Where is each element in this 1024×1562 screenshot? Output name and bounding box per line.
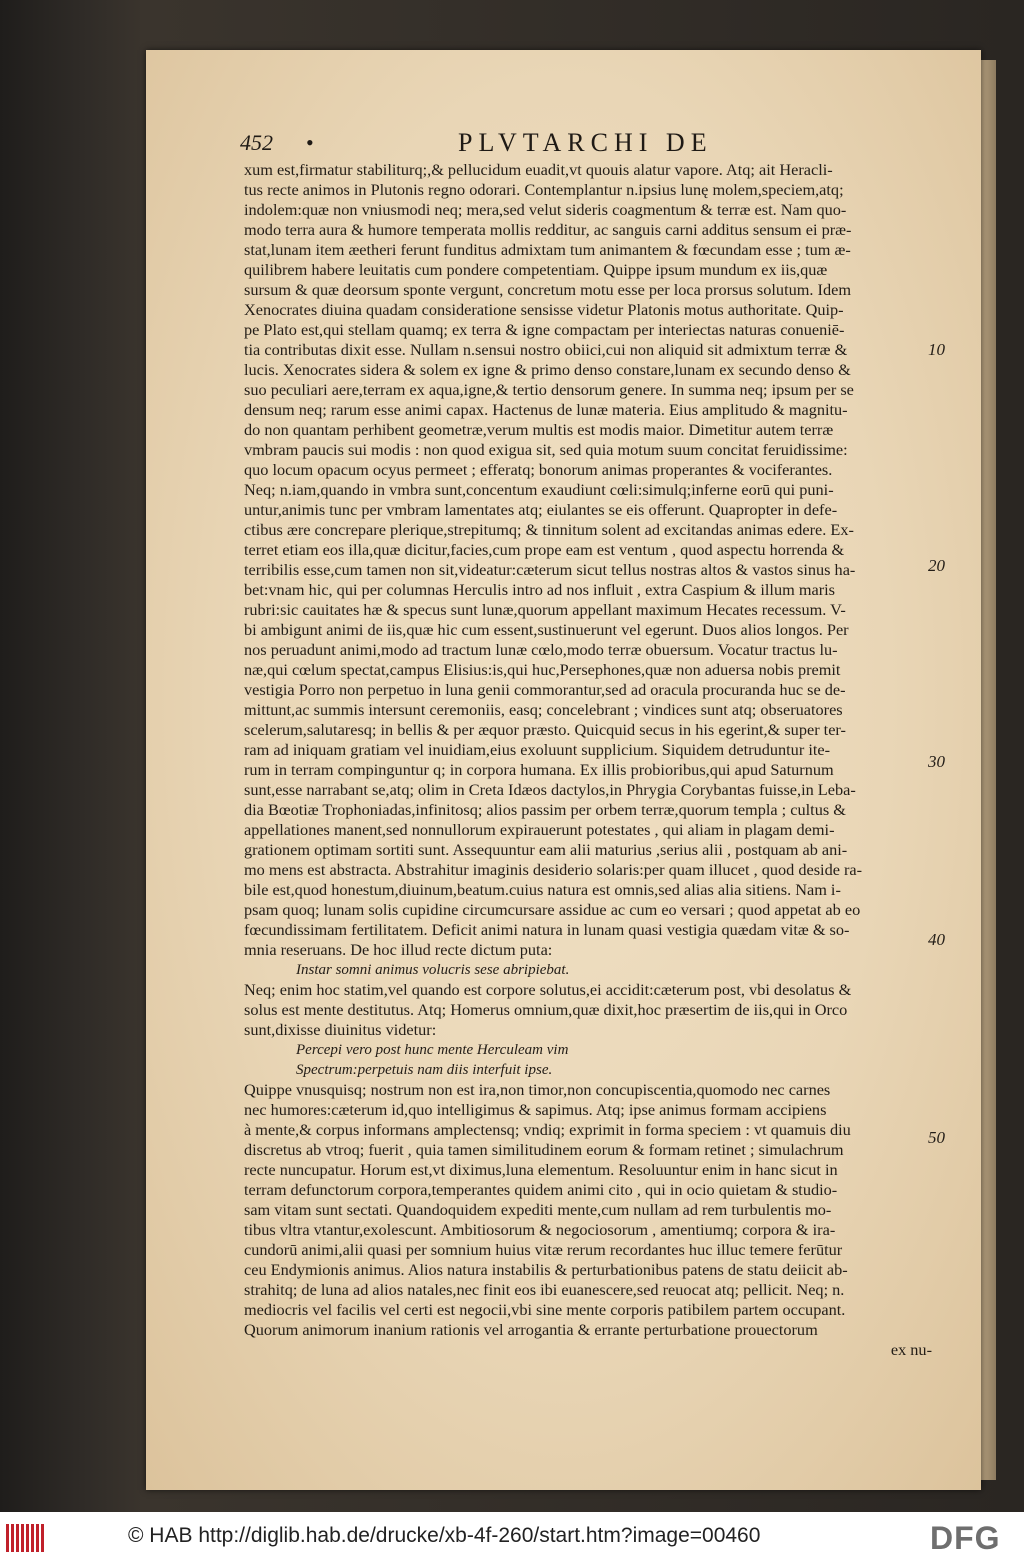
text-line: do non quantam perhibent geometræ,verum multis est modis maior. Dimetitur autem terræ — [244, 420, 834, 439]
margin-line-number: 30 — [928, 752, 945, 771]
verse-line: Spectrum:perpetuis nam diis interfuit ipse. — [296, 1062, 553, 1078]
text-line: densum neq; rarum esse animi capax. Hactenus de lunæ materia. Eius amplitudo & magnitu- — [244, 400, 848, 419]
text-line: untur,animis tunc per vmbram lamentates atq; eiulantes se eis offerunt. Quapropter in defe- — [244, 500, 838, 519]
copyright-link[interactable]: © HAB http://diglib.hab.de/drucke/xb-4f-260/start.htm?image=00460 — [128, 1524, 761, 1547]
text-line: psam quoq; lunam solis cupidine circumcursare assidue ac cum eo versari ; quod appetat ab eo — [244, 900, 861, 919]
text-line: grationem optimam sortiti sunt. Assequuntur eam alii maturius ,serius alii , postquam ab ani- — [244, 840, 848, 859]
text-line: nec humores:cæterum id,quo intelligimus & sapimus. Atq; ipse animus formam accipiens — [244, 1100, 827, 1119]
text-line: Neq; enim hoc statim,vel quando est corpore solutus,ei accidit:cæterum post, vbi desolatus & — [244, 980, 852, 999]
text-line: scelerum,salutaresq; in bellis & per æquor præsto. Quicquid secus in his egerint,& super ter- — [244, 720, 846, 739]
text-line: Quorum animorum inanium rationis vel arrogantia & errante perturbatione prouectorum — [244, 1320, 818, 1339]
catchword: ex nu- — [890, 1340, 932, 1359]
text-line: solus est mente destitutus. Atq; Homerus omnium,quæ dixit,hoc præsertim de iis,qui in Orco — [244, 1000, 848, 1019]
text-line: mo mens est abstracta. Abstrahitur imaginis desiderio solaris:per quam illucet , quod deside ra- — [244, 860, 863, 879]
text-line: fœcundissimam fertilitatem. Deficit animi natura in lunam quasi vestigia quædam vitæ & so- — [244, 920, 850, 939]
text-line: dia Bœotiæ Trophoniadas,infinitosq; alios passim per orbem terræ,quorum templa ; cultus & — [244, 800, 846, 819]
text-line: suo peculiari aere,terram ex aqua,igne,& tertio densorum genere. In summa neq; ipsum per se — [244, 380, 854, 399]
text-line: recte nuncupatur. Horum est,vt diximus,luna elementum. Resoluuntur enim in hanc sicut in — [244, 1160, 838, 1179]
text-line: sam vitam sunt sectati. Quandoquidem expediti mente,cum nullam ad rem turbulentis mo- — [244, 1200, 832, 1219]
text-line: stat,lunam item æetheri ferunt funditus admixtam tum animantem & fœcundam esse ; tum æ- — [244, 240, 851, 259]
text-line: bile est,quod honestum,diuinum,beatum.cuius natura est omnis,sed alias alia sitiens. Nam i- — [244, 880, 841, 899]
text-line: quo locum opacum ocyus permeet ; efferatq; bonorum animas properantes & vociferantes. — [244, 460, 833, 479]
text-line: terret etiam eos illa,quæ dicitur,facies,cum prope eam est ventum , quod aspectu horrenda & — [244, 540, 845, 559]
text-line: bi ambigunt animi de iis,quæ hic cum essent,sustinuerunt vel egerunt. Duos alios longos. Per — [244, 620, 849, 639]
margin-line-number: 20 — [928, 556, 945, 575]
text-line: modo terra aura & humore temperata mollis redditur, ac sanguis carni additus sensum ei præ- — [244, 220, 852, 239]
text-line: tus recte animos in Plutonis regno odorari. Contemplantur n.ipsius lunę molem,speciem,atq; — [244, 180, 844, 199]
text-line: næ,qui cœlum spectat,campus Elisius:is,qui huc,Persephones,quæ non aduersa nobis premit — [244, 660, 841, 679]
text-line: terribilis esse,cum tamen non sit,videatur:cæterum sicut tellus nostras altos & vastos sinus ha- — [244, 560, 856, 579]
text-line: terram defunctorum corpora,temperantes quidem animi cito , qui in ocio quietam & studio- — [244, 1180, 838, 1199]
text-line: appellationes manent,sed nonnullorum expirauerunt potestates , qui aliam in plagam demi- — [244, 820, 835, 839]
verse-line: Percepi vero post hunc mente Herculeam vim — [296, 1042, 569, 1058]
text-line: mnia reseruans. De hoc illud recte dictum puta: — [244, 940, 553, 959]
page-header — [240, 128, 960, 158]
dfg-logo[interactable]: DFG — [930, 1520, 1001, 1556]
text-line: sunt,dixisse diuinitus videtur: — [244, 1020, 437, 1039]
text-line: sursum & quæ deorsum sponte vergunt, concretum motu esse per loca prorsus solutum. Idem — [244, 280, 851, 299]
text-line: quilibrem habere leuitatis cum pondere competentiam. Quippe ipsum mundum ex iis,quæ — [244, 260, 828, 279]
margin-line-number: 50 — [928, 1128, 945, 1147]
text-line: Quippe vnusquisq; nostrum non est ira,non timor,non concupiscentia,quomodo nec carnes — [244, 1080, 831, 1099]
margin-line-number: 40 — [928, 930, 945, 949]
text-line: Xenocrates diuina quadam consideratione sensisse videtur Platonis motus authoritate. Quip- — [244, 300, 844, 319]
text-line: ram ad iniquam gratiam vel inuidiam,eius exoluunt supplicium. Siquidem detruduntur ite- — [244, 740, 831, 759]
text-line: rubri:sic cauitates hæ & specus sunt lunæ,quorum appellant maximum Hecates recessum. V- — [244, 600, 846, 619]
text-line: ctibus ære concrepare plerique,strepitumq; & tinnitum solent ad excitandas animas edere. Ex- — [244, 520, 854, 539]
text-line: vestigia Porro non perpetuo in luna genii commorantur,sed ad oracula procuranda huc se de- — [244, 680, 846, 699]
body-text — [244, 160, 932, 1360]
text-line: cundorū animi,alii quasi per somnium huius vitæ rerum recordantes huc illuc temere ferūtur — [244, 1240, 843, 1259]
text-line: vmbram paucis sui modis : non quod exigua sit, sed quia motum suum concitat feruidissime: — [244, 440, 848, 459]
page-number: 452 — [240, 130, 273, 155]
verse-line: Instar somni animus volucris sese abripiebat. — [296, 962, 570, 978]
text-line: mittunt,ac summis intersunt ceremoniis, easq; concelebrant ; vindices sunt atq; obseruatores — [244, 700, 843, 719]
text-line: tia contributas dixit esse. Nullam n.sensui nostro obiici,cui non aliquid sit admixtum terræ & — [244, 340, 848, 359]
margin-line-number: 10 — [928, 340, 945, 359]
text-line: xum est,firmatur stabiliturq;,& pellucidum euadit,vt quouis alatur vapore. Atq; ait Heracli- — [244, 160, 833, 179]
text-line: Neq; n.iam,quando in vmbra sunt,concentum exaudiunt cœli:simulq;inferne eorū qui puni- — [244, 480, 834, 499]
text-line: strahitq; de luna ad alios natales,nec finit eos ibi euanescere,sed reuocat atq; pellicit. Neq; n. — [244, 1280, 845, 1299]
text-line: rum in terram compinguntur q; in corpora humana. Ex illis probioribus,qui apud Saturnum — [244, 760, 834, 779]
text-line: discretus ab vtroq; fuerit , quia tamen similitudinem eorum & formam retinet ; simulachrum — [244, 1140, 844, 1159]
text-line: tibus vltra vtantur,exolescunt. Ambitiosorum & negociosorum , amentiumq; corpora & ira- — [244, 1220, 836, 1239]
text-line: bet:vnam hic, qui per columnas Herculis intro ad nos influit , extra Caspium & illum maris — [244, 580, 835, 599]
text-line: nos peruadunt animi,modo ad tractum lunæ cœlo,modo terræ obuersum. Vocatur tractus lu- — [244, 640, 838, 659]
text-line: mediocris vel facilis vel certi est negocii,vbi sine mente corporis patibilem partem occupant. — [244, 1300, 846, 1319]
text-line: ceu Endymionis animus. Alios natura instabilis & perturbationibus patens de statu deiicit ab- — [244, 1260, 848, 1279]
viewer-footer — [0, 1512, 1024, 1562]
text-line: lucis. Xenocrates sidera & solem ex igne & primo denso constare,lunam ex secundo denso & — [244, 360, 851, 379]
text-line: à mente,& corpus informans amplectensq; vndiq; exprimit in forma speciem : vt quamuis diu — [244, 1120, 851, 1139]
text-line: indolem:quæ non vniusmodi neq; mera,sed velut sideris coagmentum & terræ est. Nam quo- — [244, 200, 847, 219]
hab-barcode-logo — [6, 1524, 46, 1552]
header-dot: • — [306, 130, 314, 155]
running-title: PLVTARCHI DE — [458, 128, 713, 157]
text-line: pe Plato est,qui stellam quamq; ex terra & igne compactam per interiectas naturas conueniē- — [244, 320, 845, 339]
text-line: sunt,esse narrabant se,atq; olim in Creta Idæos dactylos,in Phrygia Corybantas fuisse,in Leba- — [244, 780, 856, 799]
